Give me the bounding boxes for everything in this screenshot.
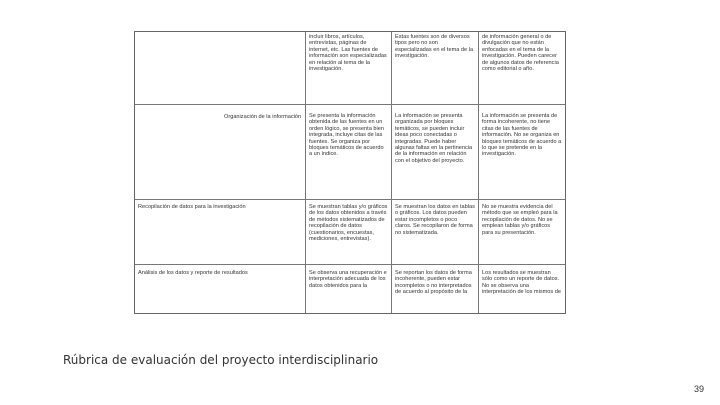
level3-cell: de información general o de divulgación que no están enfocadas en el tema de la investigación. Pueden carecer de algunos datos de referencia como editorial o año. (482, 34, 559, 73)
level2-cell: Estas fuentes son de diversos tipos pero no son especializadas en el tema de la investigación. (395, 34, 474, 60)
row-divider (135, 264, 565, 265)
row-divider (135, 104, 565, 105)
level3-cell: La información se presenta de forma incoherente, no tiene citas de las fuentes de información. No se organiza en bloques temáticos de acuerdo a lo que se pretende en la investigación. (482, 113, 562, 158)
level1-cell: Se observa una recuperación e interpretación adecuada de los datos obtenidos para la (309, 270, 387, 289)
level1-cell: incluir libros, artículos, entrevistas, páginas de internet, etc. Las fuentes de información son especializadas en relación al tema de la investigación. (309, 34, 387, 73)
level2-cell: Se reportan los datos de forma incoherente, pueden estar incompletos o no interpretados de acuerdo al propósito de la (395, 270, 472, 296)
level3-cell: Los resultados se muestran sólo como un reporte de datos. No se observa una interpretación de los mismos de (482, 270, 561, 296)
level1-cell: Se presenta la información obtenida de las fuentes en un orden lógico, se presenta bien integrada, incluye citas de las fuentes. Se organiza por bloques temáticos de acuerdo a un índice. (309, 113, 384, 158)
level2-cell: La información se presenta organizada por bloques temáticos, se pueden incluir ideas poco conectadas o integradas. Puede haber algunas faltas en la pertinencia de la información en relación con el objetivo del proyecto. (395, 113, 473, 164)
criterion-cell: Recopilación de datos para la investigación (138, 204, 246, 210)
criterion-cell (135, 32, 305, 104)
figure-caption: Rúbrica de evaluación del proyecto interdisciplinario (63, 353, 379, 367)
row-divider (135, 199, 565, 200)
level1-cell: Se muestran tablas y/o gráficos de los datos obtenidos a través de métodos sistematizados de recopilación de datos (cuestionarios, encuestas, mediciones, entrevistas). (309, 204, 388, 243)
criterion-cell: Análisis de los datos y reporte de resultados (138, 270, 248, 276)
level3-cell: No se muestra evidencia del método que se empleó para la recopilación de datos. No se emplean tablas y/o gráficos para su presentación. (482, 204, 558, 236)
page-number: 39 (694, 384, 705, 394)
rubric-table-image (134, 31, 566, 314)
criterion-cell: Organización de la información (224, 114, 302, 120)
level2-cell: Se muestran los datos en tablas o gráficos. Los datos pueden estar incompletos o poco claros. Se recopilaron de forma no sistematizada. (395, 204, 475, 236)
